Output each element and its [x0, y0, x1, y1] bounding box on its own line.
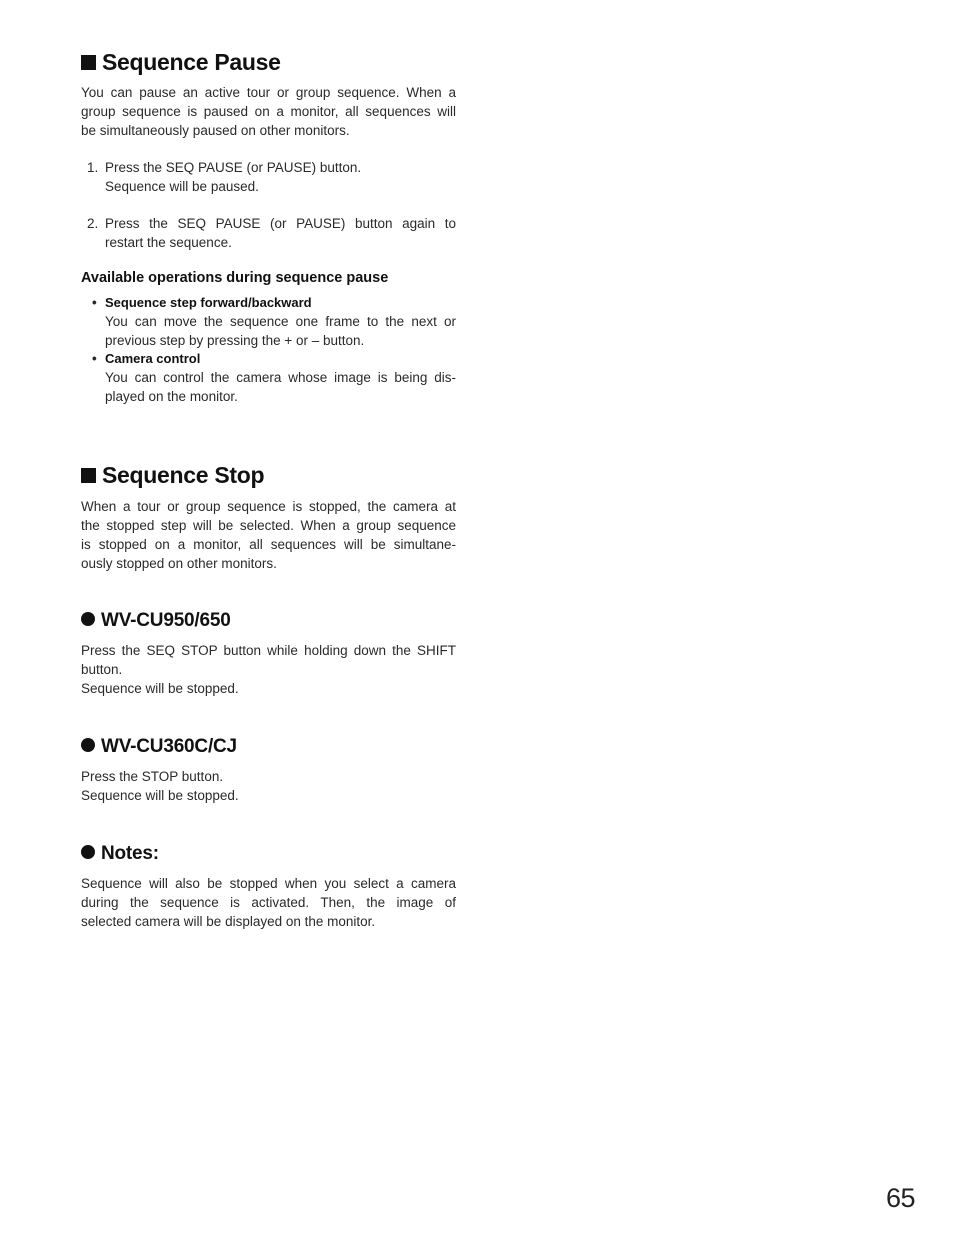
bullet-icon: • [92, 295, 97, 310]
operations-heading: Available operations during sequence pause [81, 270, 389, 286]
filled-circle-icon [81, 845, 95, 859]
operation-item: • Camera control You can control the camera whose image is being dis- played on the monitor. [92, 351, 456, 404]
sequence-stop-intro: When a tour or group sequence is stopped, the camera at the stopped step will be selected. When a group sequence is stopped on a monitor, all sequences will be simultane- ously stopped on other monitors. [81, 499, 456, 571]
pause-step-1: 1. Press the SEQ PAUSE (or PAUSE) button. Sequence will be paused. [87, 160, 362, 194]
bullet-icon: • [92, 351, 97, 366]
black-square-icon [81, 468, 96, 483]
model-heading-cu950: WV-CU950/650 [81, 610, 231, 632]
notes-heading: Notes: [81, 843, 159, 865]
model-instructions-cu360: Press the STOP button. Sequence will be stopped. [81, 769, 239, 803]
sequence-stop-heading: Sequence Stop [81, 462, 264, 488]
black-square-icon [81, 55, 96, 70]
model-heading-cu360: WV-CU360C/CJ [81, 736, 237, 758]
sequence-pause-intro: You can pause an active tour or group sequence. When a group sequence is paused on a monitor, all sequences will be simultaneously paused on other monitors. [81, 85, 456, 138]
sequence-pause-heading: Sequence Pause [81, 49, 281, 75]
pause-step-2: 2. Press the SEQ PAUSE (or PAUSE) button again to restart the sequence. [87, 216, 456, 250]
filled-circle-icon [81, 738, 95, 752]
operation-item: • Sequence step forward/backward You can move the sequence one frame to the next or previous step by pressing the + or – button. [92, 295, 456, 348]
page-number: 65 [886, 1183, 916, 1213]
model-instructions-cu950: Press the SEQ STOP button while holding down the SHIFT button. Sequence will be stopped. [81, 643, 456, 696]
notes-text: Sequence will also be stopped when you select a camera during the sequence is activated. Then, the image of selected camera will be displayed on the monitor. [81, 876, 456, 929]
filled-circle-icon [81, 612, 95, 626]
